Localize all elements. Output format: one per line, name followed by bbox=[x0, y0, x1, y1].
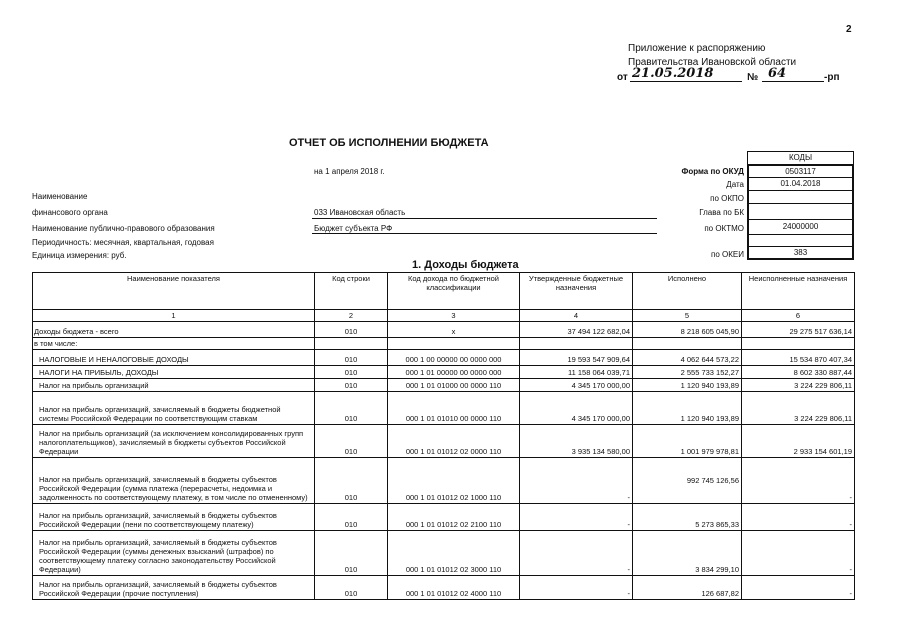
row-unexecuted: 2 933 154 601,19 bbox=[742, 425, 855, 458]
okei-label: по ОКЕИ bbox=[711, 250, 744, 259]
row-unexecuted: - bbox=[742, 576, 855, 600]
oktmo-value: 24000000 bbox=[747, 219, 854, 235]
bk-label: Глава по БК bbox=[699, 208, 744, 217]
row-line bbox=[315, 338, 388, 350]
date-value: 01.04.2018 bbox=[747, 177, 854, 191]
row-code: x bbox=[388, 322, 520, 338]
row-name: Доходы бюджета - всего bbox=[33, 322, 315, 338]
row-unexecuted bbox=[742, 338, 855, 350]
row-name: НАЛОГИ НА ПРИБЫЛЬ, ДОХОДЫ bbox=[33, 366, 315, 379]
row-code: 000 1 01 01012 02 4000 110 bbox=[388, 576, 520, 600]
row-approved: 4 345 170 000,00 bbox=[520, 392, 633, 425]
row-line: 010 bbox=[315, 322, 388, 338]
row-line: 010 bbox=[315, 425, 388, 458]
date-label: Дата bbox=[726, 180, 744, 189]
row-unexecuted: 15 534 870 407,34 bbox=[742, 350, 855, 366]
oktmo-label: по ОКТМО bbox=[704, 224, 744, 233]
row-approved: - bbox=[520, 531, 633, 576]
row-approved: - bbox=[520, 458, 633, 504]
row-line: 010 bbox=[315, 366, 388, 379]
row-executed: 5 273 865,33 bbox=[633, 504, 742, 531]
row-code: 000 1 00 00000 00 0000 000 bbox=[388, 350, 520, 366]
table-row bbox=[33, 350, 855, 366]
appendix-suffix: -рп bbox=[824, 72, 840, 83]
col-number-3: 3 bbox=[388, 310, 520, 322]
row-unexecuted: - bbox=[742, 531, 855, 576]
row-code: 000 1 01 00000 00 0000 000 bbox=[388, 366, 520, 379]
row-approved: 11 158 064 039,71 bbox=[520, 366, 633, 379]
name-label: Наименование bbox=[32, 192, 88, 201]
header-unexecuted: Неисполненные назначения bbox=[742, 273, 855, 310]
row-code: 000 1 01 01000 00 0000 110 bbox=[388, 379, 520, 392]
row-executed: 4 062 644 573,22 bbox=[633, 350, 742, 366]
row-executed: 1 001 979 978,81 bbox=[633, 425, 742, 458]
table-row bbox=[33, 576, 855, 600]
row-code: 000 1 01 01012 02 3000 110 bbox=[388, 531, 520, 576]
public-entity-underline bbox=[312, 233, 657, 234]
table-row bbox=[33, 338, 855, 350]
report-title: ОТЧЕТ ОБ ИСПОЛНЕНИИ БЮДЖЕТА bbox=[289, 137, 489, 149]
col-number-5: 5 bbox=[633, 310, 742, 322]
row-executed bbox=[633, 338, 742, 350]
row-name: Налог на прибыль организаций, зачисляемый в бюджеты субъектов Российской Федерации (суммы денежных взысканий (штрафов) по соответствующему платежу согласно законодательству Российской Федерации) bbox=[33, 531, 315, 576]
row-name: Налог на прибыль организаций, зачисляемый в бюджеты бюджетной системы Российской Федерации по соответствующим ставкам bbox=[33, 392, 315, 425]
table-row bbox=[33, 531, 855, 576]
row-approved: 37 494 122 682,04 bbox=[520, 322, 633, 338]
row-unexecuted: 3 224 229 806,11 bbox=[742, 379, 855, 392]
header-name: Наименование показателя bbox=[33, 273, 315, 310]
revenue-table bbox=[32, 272, 855, 600]
row-line: 010 bbox=[315, 379, 388, 392]
col-number-1: 1 bbox=[33, 310, 315, 322]
row-executed: 1 120 940 193,89 bbox=[633, 379, 742, 392]
codes-header: КОДЫ bbox=[747, 151, 854, 165]
row-executed: 3 834 299,10 bbox=[633, 531, 742, 576]
row-name: Налог на прибыль организаций, зачисляемый в бюджеты субъектов Российской Федерации (сумма платежа (перерасчеты, недоимка и задолженность по соответствующему платежу, в том числе по отмененному) bbox=[33, 458, 315, 504]
row-unexecuted: 3 224 229 806,11 bbox=[742, 392, 855, 425]
row-line: 010 bbox=[315, 350, 388, 366]
row-name: Налог на прибыль организаций, зачисляемый в бюджеты субъектов Российской Федерации (пени по соответствующему платежу) bbox=[33, 504, 315, 531]
header-line-code: Код строки bbox=[315, 273, 388, 310]
row-unexecuted: - bbox=[742, 458, 855, 504]
row-line: 010 bbox=[315, 458, 388, 504]
row-name: в том числе: bbox=[33, 338, 315, 350]
row-code: 000 1 01 01012 02 2100 110 bbox=[388, 504, 520, 531]
table-row bbox=[33, 322, 855, 338]
form-label: Форма по ОКУД bbox=[681, 167, 744, 176]
appendix-line-1: Приложение к распоряжению bbox=[628, 43, 766, 54]
row-approved: 4 345 170 000,00 bbox=[520, 379, 633, 392]
row-approved: 3 935 134 580,00 bbox=[520, 425, 633, 458]
public-entity-value: Бюджет субъекта РФ bbox=[314, 224, 393, 233]
fin-org-label: финансового органа bbox=[32, 208, 108, 217]
row-unexecuted: - bbox=[742, 504, 855, 531]
table-row bbox=[33, 425, 855, 458]
row-code: 000 1 01 01012 02 1000 110 bbox=[388, 458, 520, 504]
section-title: 1. Доходы бюджета bbox=[412, 259, 519, 271]
number-underline bbox=[762, 81, 824, 82]
row-line: 010 bbox=[315, 531, 388, 576]
row-name: Налог на прибыль организаций bbox=[33, 379, 315, 392]
table-row bbox=[33, 379, 855, 392]
row-name: Налог на прибыль организаций (за исключением консолидированных групп налогоплательщиков), зачисляемый в бюджеты субъектов Российской Федерации bbox=[33, 425, 315, 458]
row-code: 000 1 01 01010 00 0000 110 bbox=[388, 392, 520, 425]
public-entity-label: Наименование публично-правового образования bbox=[32, 224, 215, 233]
row-code: 000 1 01 01012 02 0000 110 bbox=[388, 425, 520, 458]
table-row bbox=[33, 504, 855, 531]
appendix-from-label: от bbox=[617, 72, 628, 83]
row-name: НАЛОГОВЫЕ И НЕНАЛОГОВЫЕ ДОХОДЫ bbox=[33, 350, 315, 366]
row-line: 010 bbox=[315, 392, 388, 425]
row-executed: 2 555 733 152,27 bbox=[633, 366, 742, 379]
periodicity: Периодичность: месячная, квартальная, годовая bbox=[32, 238, 214, 247]
bk-value bbox=[747, 203, 854, 220]
row-unexecuted: 8 602 330 887,44 bbox=[742, 366, 855, 379]
appendix-line-2: Правительства Ивановской области bbox=[628, 57, 797, 68]
okei-value: 383 bbox=[747, 246, 854, 260]
row-executed: 126 687,82 bbox=[633, 576, 742, 600]
header-approved: Утвержденные бюджетные назначения bbox=[520, 273, 633, 310]
row-unexecuted: 29 275 517 636,14 bbox=[742, 322, 855, 338]
header-revenue-code: Код дохода по бюджетной классификации bbox=[388, 273, 520, 310]
row-executed: 8 218 605 045,90 bbox=[633, 322, 742, 338]
okpo-value bbox=[747, 190, 854, 204]
report-date: на 1 апреля 2018 г. bbox=[314, 167, 385, 176]
appendix-date-handwritten: 21.05.2018 bbox=[632, 66, 714, 81]
col-number-2: 2 bbox=[315, 310, 388, 322]
header-executed: Исполнено bbox=[633, 273, 742, 310]
page-number: 2 bbox=[846, 24, 852, 35]
table-row bbox=[33, 392, 855, 425]
row-code bbox=[388, 338, 520, 350]
appendix-no-label: № bbox=[747, 72, 759, 83]
row-name: Налог на прибыль организаций, зачисляемый в бюджеты субъектов Российской Федерации (прочие поступления) bbox=[33, 576, 315, 600]
appendix-number-handwritten: 64 bbox=[768, 66, 787, 81]
row-executed: 1 120 940 193,89 bbox=[633, 392, 742, 425]
row-approved: 19 593 547 909,64 bbox=[520, 350, 633, 366]
form-value: 0503117 bbox=[747, 164, 854, 178]
row-executed: 992 745 126,56 bbox=[633, 458, 742, 504]
row-approved bbox=[520, 338, 633, 350]
fin-org-value: 033 Ивановская область bbox=[314, 208, 406, 217]
row-line: 010 bbox=[315, 504, 388, 531]
row-approved: - bbox=[520, 576, 633, 600]
col-number-4: 4 bbox=[520, 310, 633, 322]
col-number-6: 6 bbox=[742, 310, 855, 322]
fin-org-underline bbox=[312, 218, 657, 219]
table-row bbox=[33, 458, 855, 504]
table-row bbox=[33, 366, 855, 379]
unit: Единица измерения: руб. bbox=[32, 251, 127, 260]
okpo-label: по ОКПО bbox=[710, 194, 744, 203]
row-line: 010 bbox=[315, 576, 388, 600]
date-underline bbox=[630, 81, 742, 82]
row-approved: - bbox=[520, 504, 633, 531]
